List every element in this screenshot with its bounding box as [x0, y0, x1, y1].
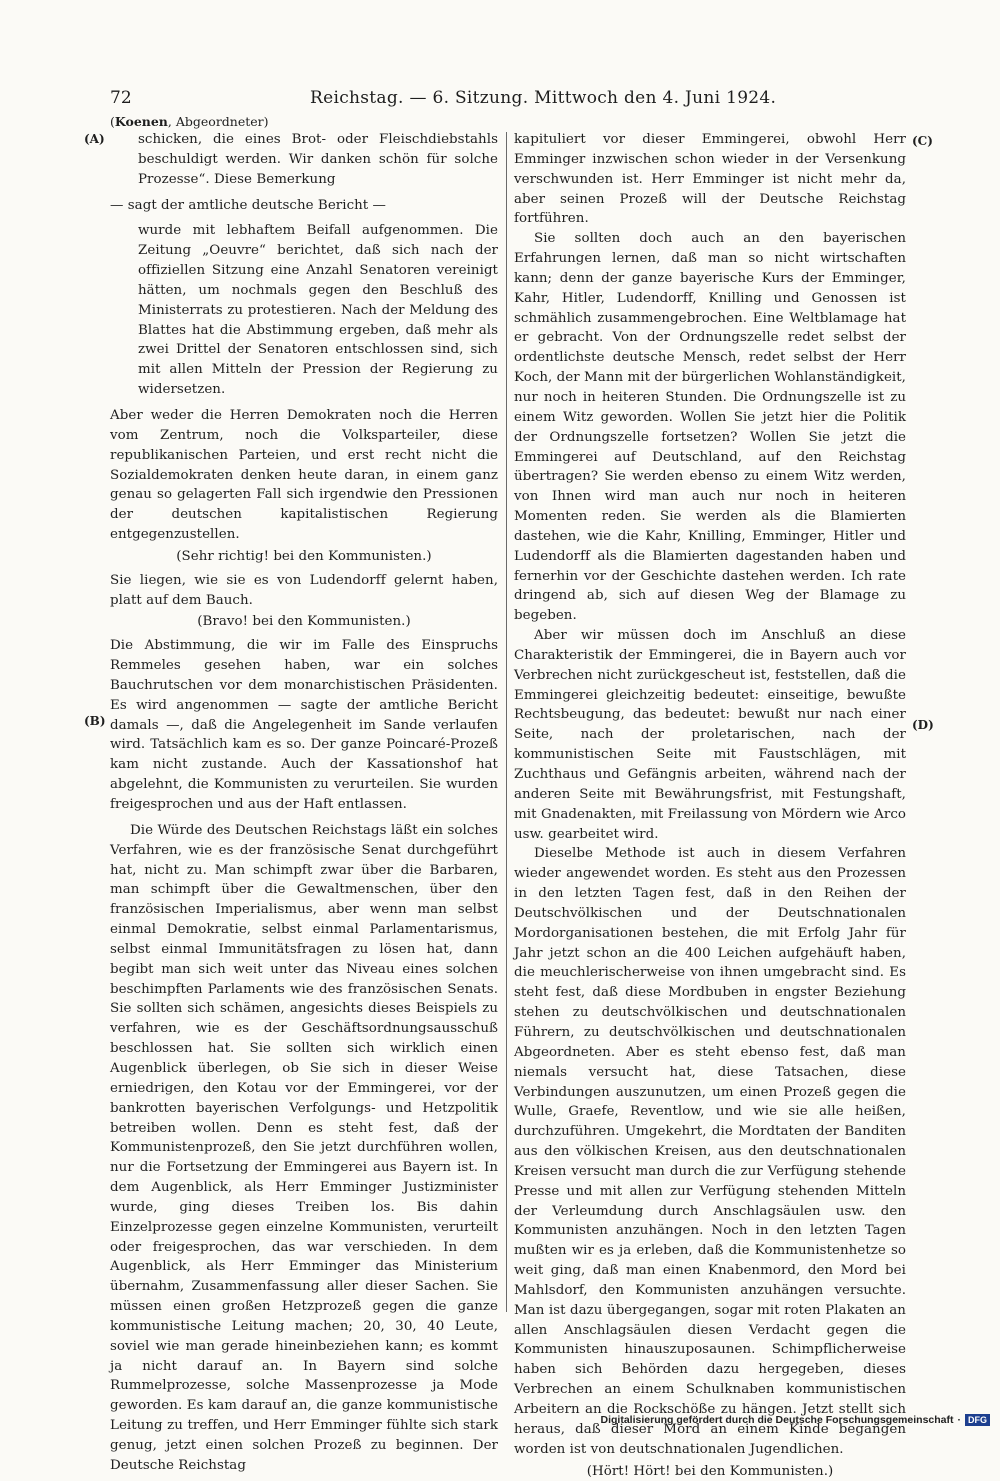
speaker-role: Abgeordneter [175, 114, 264, 129]
paragraph: schicken, die eines Brot- oder Fleischdiebstahls beschuldigt werden. Wir danken schön für solche Prozesse“. Diese Bemerkung [138, 132, 498, 187]
dfg-logo: DFG [965, 1414, 990, 1426]
footer-credit-text: Digitalisierung gefördert durch die Deutsche Forschungsgemeinschaft [600, 1414, 954, 1426]
paragraph: wurde mit lebhaftem Beifall aufgenommen. Die Zeitung „Oeuvre“ berichtet, daß sich nach der offiziellen Sitzung eine Anzahl Senatoren vereinigt hätten, um nochmals gegen den Beschluß des Ministerrats zu protestieren. Nach der Meldung des Blattes hat die Abstimmung ergeben, daß mehr als zwei Drittel der Senatoren entschlossen sind, sich mit allen Mitteln der Pression der Regierung zu widersetzen. [138, 223, 498, 398]
paragraph: kapituliert vor dieser Emmingerei, obwohl Herr Emminger inzwischen schon wieder in der Versenkung verschwunden ist. Herr Emminger ist nicht mehr da, aber seinen Prozeß will der Deutsche Reichstag fortführen. [514, 132, 906, 227]
page-header [110, 88, 910, 114]
column-divider [506, 132, 507, 1312]
running-title: Reichstag. — 6. Sitzung. Mittwoch den 4. Juni 1924. [310, 88, 777, 108]
interjection: (Sehr richtig! bei den Kommunisten.) [176, 548, 432, 564]
speaker-name: Koenen [114, 114, 168, 129]
paragraph: — sagt der amtliche deutsche Bericht — [110, 197, 386, 213]
paragraph: Sie liegen, wie sie es von Ludendorff gelernt haben, platt auf dem Bauch. [110, 572, 498, 608]
page-number: 72 [110, 88, 132, 108]
left-column [110, 130, 498, 1473]
speaker-line: (Koenen, Abgeordneter) [110, 114, 269, 129]
paragraph: Sie sollten doch auch an den bayerischen Erfahrungen lernen, daß man so nicht wirtschaften kann; denn der ganze bayerische Kurs der Emminger, Kahr, Hitler, Ludendorff, Knilling und Genossen ist schmählich zusammengebrochen. Eine Weltblamage hat er gebracht. Von der Ordnungszelle redet selbst der ordentlichste deutsche Mensch, redet selbst der Herr Koch, der Mann mit der bürgerlichen Wohlanständigkeit, nur noch in heiteren Stunden. Die Ordnungszelle ist zu einem Witz geworden. Wollen Sie jetzt hier die Politik der Ordnungszelle fortsetzen? Wollen Sie jetzt die Emmingerei auf Deutschland, auf den Reichstag übertragen? Sie werden ebenso zu einem Witz werden, von Ihnen wird man auch nur noch in heiteren Momenten reden. Sie werden als die Blamierten dastehen, wie die Kahr, Knilling, Emminger, Hitler und Ludendorff als die Blamierten dagestanden haben und fernerhin vor der Geschichte dastehen werden. Ich rate dringend ab, sich auf diesen Weg der Blamage zu begeben. [514, 231, 906, 624]
paragraph: Aber wir müssen doch im Anschluß an diese Charakteristik der Emmingerei, die in Bayern auch vor Verbrechen nicht zurückgescheut ist, feststellen, daß die Emmingerei gleichzeitig bedeutet: einseitige, bewußte Rechtsbeugung, das bedeutet: bewußt nur nach einer Seite, nach der proletarischen, nach der kommunistischen Seite mit Faustschlägen, mit Zuchthaus und Gefängnis arbeiten, während nach der anderen Seite mit Bewährungsfrist, mit Festungshaft, mit Gnadenakten, mit Freilassung von Mördern wie Arco usw. gearbeitet wird. [514, 628, 906, 842]
interjection: (Hört! Hört! bei den Kommunisten.) [586, 1463, 834, 1479]
margin-mark-d: (D) [912, 718, 934, 732]
paragraph: Dieselbe Methode ist auch in diesem Verfahren wieder angewendet worden. Es steht aus den Prozessen in den letzten Tagen fest, daß in den Reihen der Deutschvölkischen und der Deutschnationalen Mordorganisationen bestehen, die mit Erfolg Jahr für Jahr jetzt schon an die 400 Leichen aufgehäuft haben, die meuchlerischerweise von ihnen umgebracht sind. Es steht fest, daß diese Mordbuben in engster Beziehung stehen zu deutschvölkischen und deutschnationalen Führern, zu deutschvölkischen und deutschnationalen Abgeordneten. Aber es steht ebenso fest, daß man niemals versucht hat, diese Tatsachen, diese Verbindungen auszunutzen, um einen Prozeß gegen die Wulle, Graefe, Reventlow, und wie sie alle heißen, durchzuführen. Umgekehrt, die Mordtaten der Banditen aus den völkischen Kreisen, aus den deutschnationalen Kreisen versucht man durch die zur Verfügung stehende Presse und mit allen zur Verfügung stehenden Mitteln der Verleumdung durch Anschlagsäulen usw. den Kommunisten anzuhängen. Noch in den letzten Tagen mußten wir es ja erleben, daß die Kommunistenhetze so weit ging, daß man einen Knabenmord, den Mord bei Mahlsdorf, den Kommunisten anzuhängen versuchte. Man ist dazu übergegangen, sogar mit roten Plakaten an allen Anschlagsäulen diesen Verdacht gegen die Kommunisten hinauszuposaunen. Schimpflicherweise haben sich Behörden dazu hergegeben, dieses Verbrechen an einem Schulknaben kommunistischen Arbeitern an die Rockschöße zu hängen. Jetzt stellt sich heraus, daß dieser Mord an einem Kinde begangen worden ist von deutschnationalen Jugendlichen. [514, 846, 906, 1457]
margin-mark-c: (C) [912, 134, 933, 148]
paragraph: Die Würde des Deutschen Reichstags läßt ein solches Verfahren, wie es der französische Senat durchgeführt hat, nicht zu. Man schimpft zwar über die Barbaren, man schimpft über die Gewaltmenschen, über den französischen Imperialismus, aber wenn man selbst einmal Demokratie, selbst einmal Parlamentarismus, selbst einmal Immunitätsfragen zu lösen hat, dann begibt man sich weit unter das Niveau eines solchen beschimpften Parlaments wie des französischen Senats. Sie sollten sich schämen, angesichts dieses Beispiels zu verfahren, wie es der Geschäftsordnungsausschuß beschlossen hat. Sie sollten sich wirklich einen Augenblick überlegen, ob Sie sich in dieser Weise erniedrigen, den Kotau vor der Emmingerei, vor der bankrotten bayerischen Verfolgungs- und Hetzpolitik betreiben wollen. Denn es steht fest, daß der Kommunistenprozeß, den Sie jetzt durchführen wollen, nur die Fortsetzung der Emmingerei aus Bayern ist. In dem Augenblick, als Herr Emminger Justizminister wurde, ging dieses Treiben los. Bis dahin Einzelprozesse gegen einzelne Kommunisten, verurteilt oder freigesprochen, das war verschieden. In dem Augenblick, als Herr Emminger das Ministerium übernahm, Zusammenfassung aller dieser Sachen. Sie müssen einen großen Hetzprozeß gegen die ganze kommunistische Leitung machen; 20, 30, 40 Leute, soviel wie man gerade hineinbeziehen kann; es kommt ja nicht darauf an. In Bayern sind solche Rummelprozesse, solche Massenprozesse ja Mode geworden. Es kam darauf an, die ganze kommunistische Leitung zu treffen, und Herr Emminger fühlte sich stark genug, jetzt einen solchen Prozeß zu beginnen. Der Deutsche Reichstag [110, 822, 498, 1473]
margin-mark-a: (A) [84, 132, 105, 146]
margin-mark-b: (B) [84, 714, 106, 728]
paragraph: Aber weder die Herren Demokraten noch die Herren vom Zentrum, noch die Volksparteiler, diese republikanischen Parteien, und erst recht nicht die Sozialdemokraten denken heute daran, in einem ganz genau so gelagerten Fall sich irgendwie den Pressionen der deutschen kapitalistischen Regierung entgegenzustellen. [110, 407, 498, 543]
footer-credit: Digitalisierung gefördert durch die Deutsche Forschungsgemeinschaft · DFG [601, 1414, 990, 1426]
paragraph: Die Abstimmung, die wir im Falle des Einspruchs Remmeles gesehen haben, war ein solches Bauchrutschen vor dem monarchistischen Präsidenten. Es wird angenommen — sagte der amtliche Bericht damals —, daß die Angelegenheit im Sande verlaufen wird. Tatsächlich kam es so. Der ganze Poincaré-Prozeß kam nicht zustande. Auch der Kassationshof hat abgelehnt, die Kommunisten zu verurteilen. Sie wurden freigesprochen und aus der Haft entlassen. [110, 638, 498, 812]
interjection: (Bravo! bei den Kommunisten.) [197, 614, 411, 630]
right-column [514, 130, 906, 1479]
